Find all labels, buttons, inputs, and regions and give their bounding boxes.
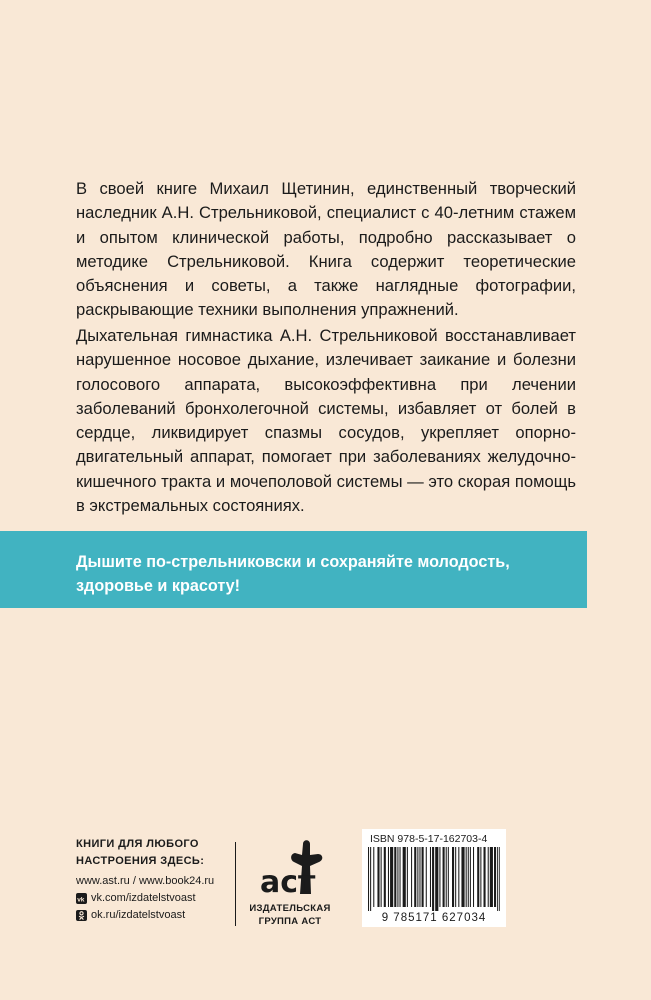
svg-text:vk: vk [77,896,85,904]
links-heading-line-2: НАСТРОЕНИЯ ЗДЕСЬ: [76,855,205,867]
ast-logo-icon [258,836,328,898]
logo-caption-line-1: ИЗДАТЕЛЬСКАЯ [249,903,331,914]
barcode-bar [419,847,420,907]
barcode-bar [384,847,386,907]
publisher-links [76,836,236,924]
barcode-bar [468,847,469,907]
links-heading-line-1: КНИГИ ДЛЯ ЛЮБОГО [76,838,199,850]
barcode-bar [448,847,449,907]
barcode-bar [422,847,424,907]
barcode-bar [480,847,481,907]
vk-icon [76,893,87,904]
slogan-banner [0,531,587,608]
barcode-bar [446,847,447,907]
barcode-bar [430,847,431,907]
barcode-bar [439,847,440,907]
barcode-digits: 9 785171 627034 [381,912,487,924]
barcode-bar [400,847,401,907]
barcode-bar [488,847,489,907]
barcode-bar [477,847,479,907]
barcode-bar [490,847,493,907]
barcode-bar [414,847,416,907]
isbn-text: ISBN 978-5-17-162703-4 [370,833,488,845]
barcode-bar [370,847,371,911]
barcode-bar [452,847,454,907]
barcode-bar [494,847,496,907]
description-paragraph-1: В своей книге Михаил Щетинин, единственный творческий наследник А.Н. Стрельниковой, специалист с 40-летним стажем и опытом клинической работы, подробно рассказывает о методике Стрельниковой. Книга содержит теоретические объяснения и советы, а также наглядные фотографии, раскрывающие техники выполнения упражнений. [76,179,576,320]
barcode-bar [473,847,474,907]
barcode-bar [484,847,486,907]
vk-text: vk.com/izdatelstvoast [91,892,196,904]
barcode-bar [432,847,434,911]
websites-link[interactable] [76,873,236,890]
barcode-bar [499,847,500,911]
barcode-bar [381,847,382,907]
ok-link[interactable] [76,907,236,924]
footer-divider [235,842,236,926]
barcode-bar [373,847,374,907]
description-paragraph-2: Дыхательная гимнастика А.Н. Стрельниковой восстанавливает нарушенное носовое дыхание, излечивает заикание и болезни голосового аппарата, высокоэффективна при лечении заболеваний бронхолегочной системы, избавляет от болей в сердце, ликвидирует спазмы сосудов, укрепляет опорно-двигательный аппарат, помогает при заболеваниях желудочно-кишечного тракта и мочеполовой системы — это скорая помощь в экстремальных состояниях. [76,326,576,516]
barcode-bar [388,847,389,907]
barcode-bar [426,847,427,907]
logo-caption [248,902,332,928]
slogan-text: Дышите по-стрельниковски и сохраняйте молодость, здоровье и красоту! [76,553,510,595]
publisher-logo [248,836,348,931]
ok-icon [76,910,87,921]
barcode-bar [461,847,464,907]
barcode-bar [368,847,369,911]
vk-link[interactable] [76,890,236,907]
barcode [362,829,506,927]
barcode-bar [497,847,498,911]
barcode-bar [377,847,379,907]
logo-caption-line-2: ГРУППА АСТ [258,916,322,927]
barcode-bar [435,847,438,911]
logo-text: аст [260,865,316,898]
ok-text: ok.ru/izdatelstvoast [91,909,186,921]
barcode-bar [455,847,456,907]
barcode-bars [368,847,500,911]
barcode-bar [397,847,398,907]
barcode-bar [403,847,406,907]
websites-text: www.ast.ru / www.book24.ru [76,875,215,887]
barcode-bar [466,847,467,907]
barcode-bar [394,847,396,907]
barcode-bar [390,847,393,907]
barcode-bar [470,847,471,907]
barcode-bar [458,847,459,907]
barcode-bar [407,847,408,907]
barcode-bar [417,847,418,907]
barcode-bar [443,847,445,907]
barcode-bar [411,847,412,907]
